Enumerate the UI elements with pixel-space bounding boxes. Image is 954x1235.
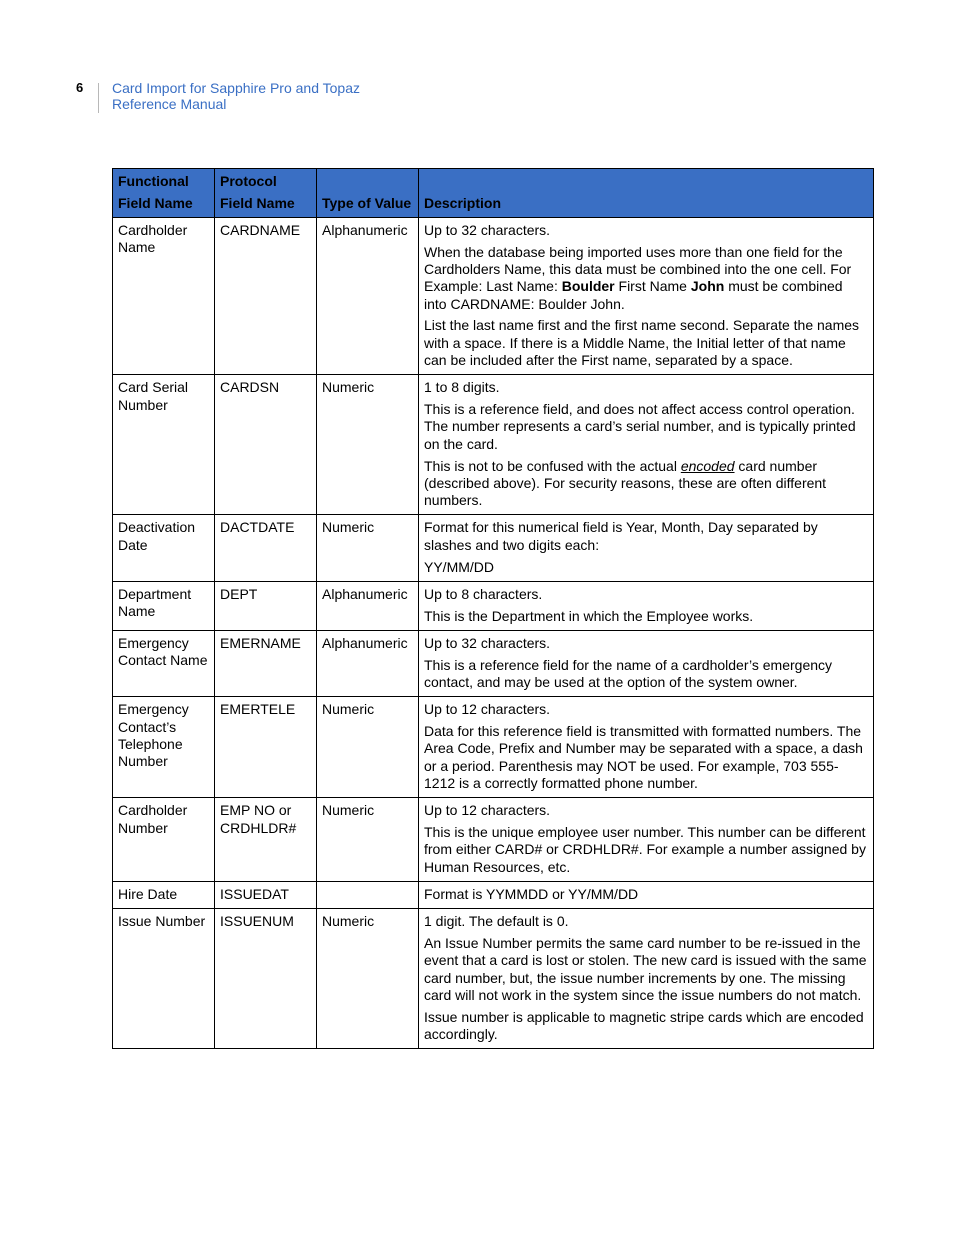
description-paragraph: List the last name first and the first name second. Separate the names with a space. If there is a Middle Name, the Initial letter of that name can be included after the First name, separated by a space. bbox=[424, 317, 860, 369]
description-paragraph: An Issue Number permits the same card number to be re-issued in the event that a card is lost or stolen. The new card is issued with the same card number, but, the issue number increments by one. The missing card will not work in the system since the issue numbers do not match. bbox=[424, 935, 867, 1003]
functional-field-name-cell: Emergency Contact’s Telephone Number bbox=[113, 697, 215, 798]
document-title-line2: Reference Manual bbox=[112, 96, 227, 112]
functional-field-name-cell: Hire Date bbox=[113, 882, 215, 909]
column-header-line: Field Name bbox=[118, 195, 193, 211]
protocol-field-name-cell: EMERTELE bbox=[215, 697, 317, 798]
table-row bbox=[113, 909, 874, 1049]
text-segment: First Name bbox=[614, 278, 691, 295]
protocol-field-name-cell: ISSUEDAT bbox=[215, 882, 317, 909]
description-cell bbox=[419, 630, 874, 696]
column-header-type-of-value bbox=[317, 169, 419, 218]
table-row bbox=[113, 697, 874, 798]
description-paragraph: 1 digit. The default is 0. bbox=[424, 913, 569, 930]
description-cell bbox=[419, 581, 874, 630]
table-row bbox=[113, 882, 874, 909]
table-body bbox=[113, 218, 874, 1049]
description-paragraph: Up to 12 characters. bbox=[424, 802, 551, 819]
header-divider bbox=[98, 83, 99, 113]
description-cell bbox=[419, 375, 874, 515]
type-of-value-cell: Alphanumeric bbox=[317, 218, 419, 375]
text-segment: This is not to be confused with the actual bbox=[424, 457, 681, 474]
description-paragraph: This is a reference field, and does not affect access control operation. The number represents a card’s serial number, and is typically printed on the card. bbox=[424, 401, 856, 452]
functional-field-name-cell: Issue Number bbox=[113, 909, 215, 1049]
text-segment: must be combined into CARDNAME: Boulder John. bbox=[424, 278, 843, 312]
description-paragraph: Data for this reference field is transmitted with formatted numbers. The Area Code, Prefix and Number may be separated with a space, a dash or a period. Parenthesis may NOT be used. For example, 703 555-1212 is a correctly formatted phone number. bbox=[424, 723, 863, 792]
column-header-line: Type of Value bbox=[322, 195, 412, 211]
description-paragraph bbox=[424, 458, 868, 510]
emphasized-text: encoded bbox=[680, 457, 735, 474]
description-paragraph: This is the Department in which the Employee works. bbox=[424, 607, 754, 624]
table-row bbox=[113, 515, 874, 581]
protocol-field-name-cell: DEPT bbox=[215, 581, 317, 630]
description-cell bbox=[419, 218, 874, 375]
protocol-field-name-cell: ISSUENUM bbox=[215, 909, 317, 1049]
description-paragraph: Issue number is applicable to magnetic stripe cards which are encoded accordingly. bbox=[424, 1008, 864, 1043]
text-segment: When the database being imported uses more than one field for the Cardholders Name, this data must be combined into the one cell. For Example: Last Name: bbox=[424, 243, 852, 295]
protocol-field-name-cell: EMP NO or CRDHLDR# bbox=[215, 798, 317, 882]
type-of-value-cell: Numeric bbox=[317, 798, 419, 882]
type-of-value-cell bbox=[317, 882, 419, 909]
description-cell bbox=[419, 515, 874, 581]
description-paragraph: Up to 32 characters. bbox=[424, 634, 551, 651]
description-paragraph: Up to 12 characters. bbox=[424, 701, 551, 718]
description-cell bbox=[419, 882, 874, 909]
text-segment: card number (described above). For security reasons, these are often different numbers. bbox=[424, 457, 827, 509]
description-paragraph: This is a reference field for the name of a cardholder’s emergency contact, and may be used at the option of the system owner. bbox=[424, 656, 833, 691]
functional-field-name-cell: Card Serial Number bbox=[113, 375, 215, 515]
column-header-functional-field-name bbox=[113, 169, 215, 218]
description-paragraph bbox=[424, 244, 868, 313]
protocol-field-name-cell: CARDNAME bbox=[215, 218, 317, 375]
document-title bbox=[112, 80, 512, 112]
column-header-protocol-field-name bbox=[215, 169, 317, 218]
table-row bbox=[113, 581, 874, 630]
column-header-line: Functional bbox=[118, 173, 189, 189]
type-of-value-cell: Alphanumeric bbox=[317, 581, 419, 630]
description-paragraph: Up to 8 characters. bbox=[424, 585, 543, 602]
protocol-field-name-cell: EMERNAME bbox=[215, 630, 317, 696]
functional-field-name-cell: Emergency Contact Name bbox=[113, 630, 215, 696]
description-paragraph: Format is YYMMDD or YY/MM/DD bbox=[424, 886, 639, 902]
document-title-line1: Card Import for Sapphire Pro and Topaz bbox=[112, 80, 360, 96]
type-of-value-cell: Numeric bbox=[317, 697, 419, 798]
column-header-line: Field Name bbox=[220, 195, 295, 211]
functional-field-name-cell: Cardholder Name bbox=[113, 218, 215, 375]
functional-field-name-cell: Deactivation Date bbox=[113, 515, 215, 581]
protocol-field-name-cell: DACTDATE bbox=[215, 515, 317, 581]
table-header-row bbox=[113, 169, 874, 218]
description-paragraph: Format for this numerical field is Year, Month, Day separated by slashes and two digits each: bbox=[424, 519, 818, 553]
description-paragraph: This is the unique employee user number. This number can be different from either CARD# or CRDHLDR#. For example a number assigned by Human Resources, etc. bbox=[424, 824, 866, 875]
field-reference-table bbox=[112, 168, 874, 1049]
column-header-line: Protocol bbox=[220, 173, 277, 189]
functional-field-name-cell: Cardholder Number bbox=[113, 798, 215, 882]
type-of-value-cell: Numeric bbox=[317, 375, 419, 515]
page-number: 6 bbox=[76, 80, 84, 95]
bold-text: John bbox=[690, 278, 725, 295]
type-of-value-cell: Numeric bbox=[317, 909, 419, 1049]
description-cell bbox=[419, 697, 874, 798]
description-cell bbox=[419, 909, 874, 1049]
protocol-field-name-cell: CARDSN bbox=[215, 375, 317, 515]
bold-text: Boulder bbox=[561, 278, 615, 295]
table-row bbox=[113, 798, 874, 882]
description-paragraph: Up to 32 characters. bbox=[424, 222, 551, 238]
table-row bbox=[113, 218, 874, 375]
column-header-description bbox=[419, 169, 874, 218]
table-row bbox=[113, 630, 874, 696]
table-row bbox=[113, 375, 874, 515]
type-of-value-cell: Alphanumeric bbox=[317, 630, 419, 696]
functional-field-name-cell: Department Name bbox=[113, 581, 215, 630]
description-paragraph: 1 to 8 digits. bbox=[424, 379, 500, 396]
type-of-value-cell: Numeric bbox=[317, 515, 419, 581]
column-header-line: Description bbox=[424, 195, 502, 211]
description-cell bbox=[419, 798, 874, 882]
description-paragraph: YY/MM/DD bbox=[424, 558, 494, 575]
